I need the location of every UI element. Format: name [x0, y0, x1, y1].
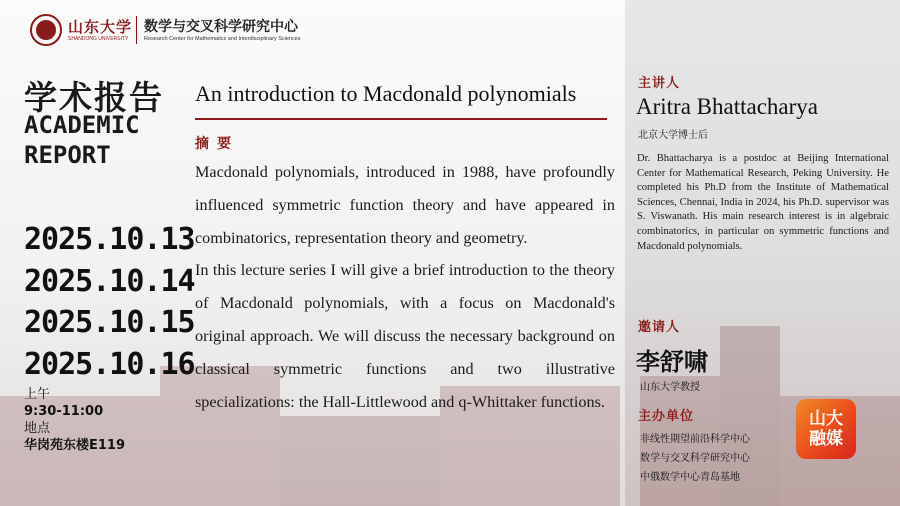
schedule-block	[24, 386, 125, 454]
speaker-name: Aritra Bhattacharya	[636, 94, 818, 119]
university-seal-icon	[30, 14, 62, 46]
inviter-affiliation: 山东大学教授	[640, 382, 700, 393]
university-name: 山东大学	[68, 18, 133, 36]
time-value: 9:30-11:00	[24, 404, 104, 419]
media-logo-icon	[796, 399, 856, 459]
report-title-en: ACADEMIC REPORT	[24, 111, 140, 169]
report-title-cn: 学术报告	[24, 78, 164, 117]
date-list	[24, 219, 195, 385]
organizers-list	[640, 430, 750, 487]
header-divider	[136, 16, 137, 44]
organizers-label: 主办单位	[638, 409, 695, 424]
organizer-item: 非线性期望前沿科学中心	[640, 434, 750, 445]
organizer-item: 数学与交叉科学研究中心	[640, 453, 750, 464]
abstract-label: 摘要	[195, 136, 239, 152]
speaker-label: 主讲人	[638, 76, 681, 91]
abstract-paragraph: Macdonald polynomials, introduced in 1988, have profoundly influenced symmetric function theory and have appeared in combinatorics, representation theory and geometry.	[195, 163, 615, 247]
media-logo-line2: 融媒	[809, 429, 843, 449]
abstract-paragraph: In this lecture series I will give a brief introduction to the theory of Macdonald polynomials, with a focus on Macdonald's original approach. We will discuss the necessary background on classical symmetric functions and two illustrative specializations: the Hall-Littlewood and q-Whittaker functions.	[195, 261, 615, 411]
time-label: 上午	[24, 387, 51, 402]
speaker-affiliation: 北京大学博士后	[638, 130, 708, 141]
place-value: 华岗苑东楼E119	[24, 438, 126, 453]
research-center-name: 数学与交叉科学研究中心	[144, 19, 298, 35]
inviter-label: 邀请人	[638, 320, 681, 335]
research-center-name-en: Research Center for Mathematics and Interdisciplinary Sciences	[144, 36, 301, 42]
abstract-text	[195, 156, 615, 418]
date-item: 2025.10.13	[24, 222, 195, 257]
title-divider	[195, 118, 607, 120]
inviter-name: 李舒啸	[636, 348, 708, 376]
talk-title: An introduction to Macdonald polynomials	[195, 81, 577, 106]
media-logo-line1: 山大	[809, 409, 843, 429]
date-item: 2025.10.15	[24, 305, 195, 340]
speaker-bio: Dr. Bhattacharya is a postdoc at Beijing International Center for Mathematical Research, Peking University. He completed his Ph.D from the Institute of Mathematical Sciences, Chennai, India in 2024, his Ph.D. supervisor was S. Viswanath. His main research interest is in algebraic combinatorics, in particular on symmetric functions and Macdonald polynomials.	[637, 153, 889, 252]
date-item: 2025.10.16	[24, 346, 195, 382]
place-label: 地点	[24, 421, 51, 436]
date-item: 2025.10.14	[24, 263, 195, 299]
university-name-en: SHANDONG UNIVERSITY	[68, 36, 129, 42]
organizer-item: 中俄数学中心青岛基地	[640, 472, 740, 483]
